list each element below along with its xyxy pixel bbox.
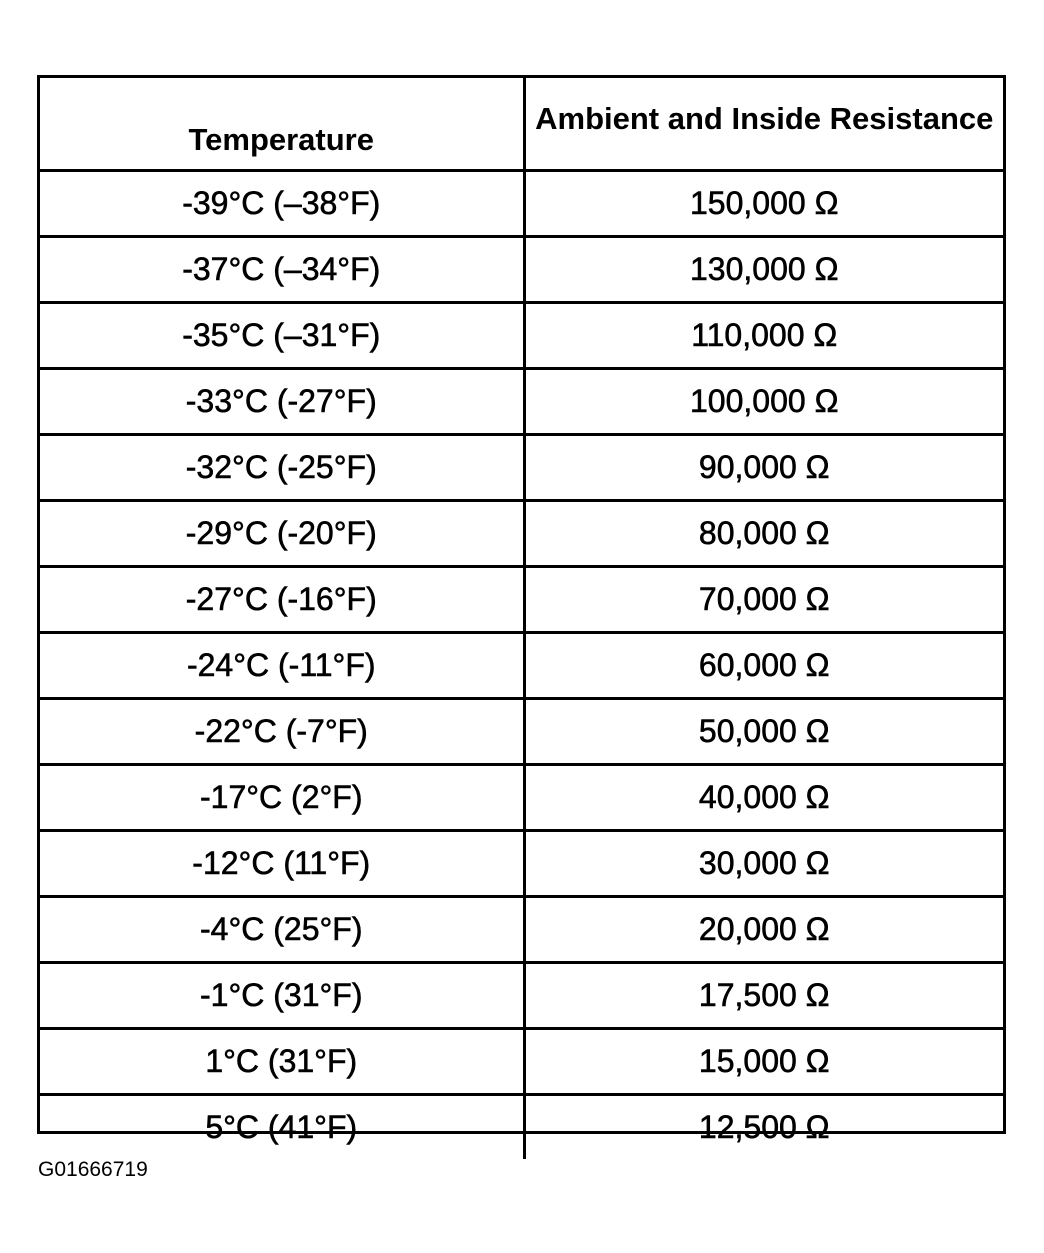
resistance-cell: 130,000 Ω [524, 236, 1003, 302]
table-row [40, 302, 1003, 368]
table-row [40, 962, 1003, 1028]
resistance-cell: 30,000 Ω [524, 830, 1003, 896]
resistance-cell: 90,000 Ω [524, 434, 1003, 500]
table-body [40, 170, 1003, 1159]
temperature-cell: -35°C (–31°F) [40, 302, 524, 368]
resistance-cell: 60,000 Ω [524, 632, 1003, 698]
resistance-cell: 110,000 Ω [524, 302, 1003, 368]
figure-id: G01666719 [38, 1158, 148, 1181]
table-row [40, 764, 1003, 830]
temperature-cell: -37°C (–34°F) [40, 236, 524, 302]
resistance-cell: 150,000 Ω [524, 170, 1003, 236]
table-row [40, 434, 1003, 500]
temperature-cell: -12°C (11°F) [40, 830, 524, 896]
temperature-resistance-table [40, 78, 1003, 1159]
table-row [40, 896, 1003, 962]
table-row [40, 632, 1003, 698]
resistance-cell: 100,000 Ω [524, 368, 1003, 434]
resistance-cell: 40,000 Ω [524, 764, 1003, 830]
temperature-cell: -4°C (25°F) [40, 896, 524, 962]
table-row [40, 1028, 1003, 1094]
resistance-cell: 12,500 Ω [524, 1094, 1003, 1159]
table-row [40, 500, 1003, 566]
temperature-cell: -39°C (–38°F) [40, 170, 524, 236]
table-row [40, 170, 1003, 236]
temperature-cell: -32°C (-25°F) [40, 434, 524, 500]
temperature-cell: -33°C (-27°F) [40, 368, 524, 434]
table-row [40, 1094, 1003, 1159]
temperature-cell: 1°C (31°F) [40, 1028, 524, 1094]
resistance-cell: 80,000 Ω [524, 500, 1003, 566]
resistance-column-header: Ambient and Inside Resistance [524, 78, 1003, 170]
resistance-cell: 50,000 Ω [524, 698, 1003, 764]
resistance-cell: 17,500 Ω [524, 962, 1003, 1028]
temperature-cell: -24°C (-11°F) [40, 632, 524, 698]
resistance-cell: 70,000 Ω [524, 566, 1003, 632]
temperature-cell: -29°C (-20°F) [40, 500, 524, 566]
table-row [40, 566, 1003, 632]
temperature-cell: -27°C (-16°F) [40, 566, 524, 632]
table-row [40, 368, 1003, 434]
table-row [40, 698, 1003, 764]
temperature-cell: -22°C (-7°F) [40, 698, 524, 764]
table-row [40, 830, 1003, 896]
resistance-cell: 15,000 Ω [524, 1028, 1003, 1094]
temperature-cell: 5°C (41°F) [40, 1094, 524, 1159]
temperature-column-header: Temperature [40, 78, 524, 170]
resistance-cell: 20,000 Ω [524, 896, 1003, 962]
temperature-cell: -17°C (2°F) [40, 764, 524, 830]
table-header-row [40, 78, 1003, 170]
table-row [40, 236, 1003, 302]
temperature-cell: -1°C (31°F) [40, 962, 524, 1028]
resistance-table-frame [37, 75, 1006, 1145]
